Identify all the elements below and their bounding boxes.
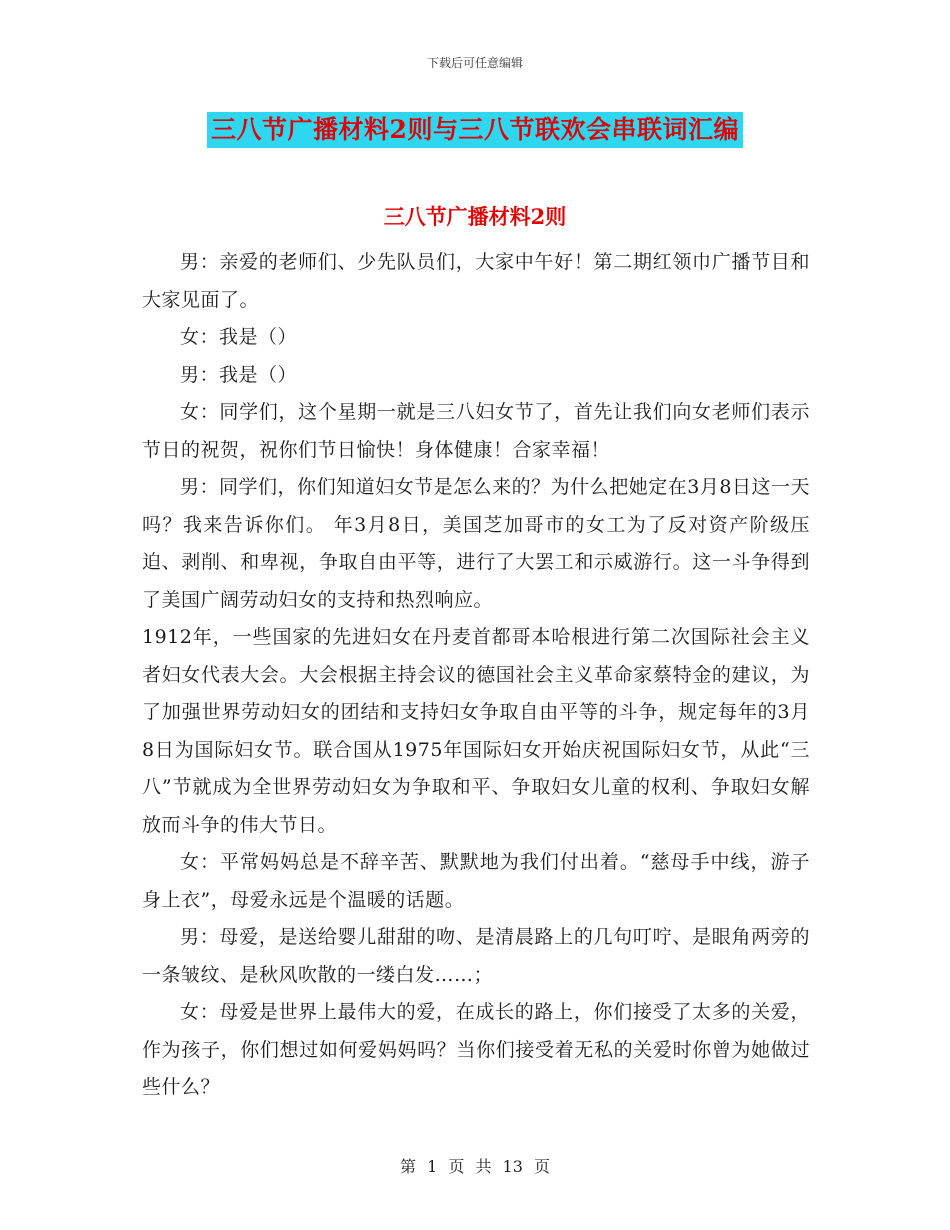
document-title: 三八节广播材料2则与三八节联欢会串联词汇编 xyxy=(207,112,743,148)
header-note: 下载后可任意编辑 xyxy=(426,56,523,70)
paragraph: 男：我是（） xyxy=(180,363,298,386)
paragraph: 女：平常妈妈总是不辞辛苦、默默地为我们付出着。“慈母手中线，游子身上衣”，母爱永远是个温暖的话题。 xyxy=(142,851,810,911)
section-title: 三八节广播材料2则 xyxy=(383,204,567,229)
paragraph: 女：母爱是世界上最伟大的爱，在成长的路上，你们接受了太多的关爱，作为孩子，你们想过如何爱妈妈吗？当你们接受着无私的关爱时你曾为她做过些什么？ xyxy=(142,1001,810,1098)
document-body xyxy=(142,244,810,1107)
page-number: 第 1 页 共 13 页 xyxy=(400,1157,550,1176)
paragraph: 男：母爱，是送给婴儿甜甜的吻、是清晨路上的几句叮咛、是眼角两旁的一条皱纹、是秋风吹散的一缕白发……； xyxy=(142,926,810,986)
paragraph: 男：同学们，你们知道妇女节是怎么来的？为什么把她定在3月8日这一天吗？我来告诉你们。 年3月8日，美国芝加哥市的女工为了反对资产阶级压迫、剥削、和卑视，争取自由平等，进行了大罢工和示威游行。这一斗争得到了美国广阔劳动妇女的支持和热烈响应。 xyxy=(142,476,810,611)
title-container xyxy=(0,112,950,148)
paragraph: 男：亲爱的老师们、少先队员们，大家中午好！第二期红领巾广播节目和大家见面了。 xyxy=(142,251,810,311)
paragraph: 女：我是（） xyxy=(180,326,298,348)
paragraph: 1912年，一些国家的先进妇女在丹麦首都哥本哈根进行第二次国际社会主义者妇女代表大会。大会根据主持会议的德国社会主义革命家蔡特金的建议，为了加强世界劳动妇女的团结和支持妇女争取自由平等的斗争，规定每年的3月8日为国际妇女节。联合国从1975年国际妇女开始庆祝国际妇女节，从此“三八”节就成为全世界劳动妇女为争取和平、争取妇女儿童的权利、争取妇女解放而斗争的伟大节日。 xyxy=(142,626,810,836)
paragraph: 女：同学们，这个星期一就是三八妇女节了，首先让我们向女老师们表示节日的祝贺，祝你们节日愉快！身体健康！合家幸福！ xyxy=(142,401,810,461)
